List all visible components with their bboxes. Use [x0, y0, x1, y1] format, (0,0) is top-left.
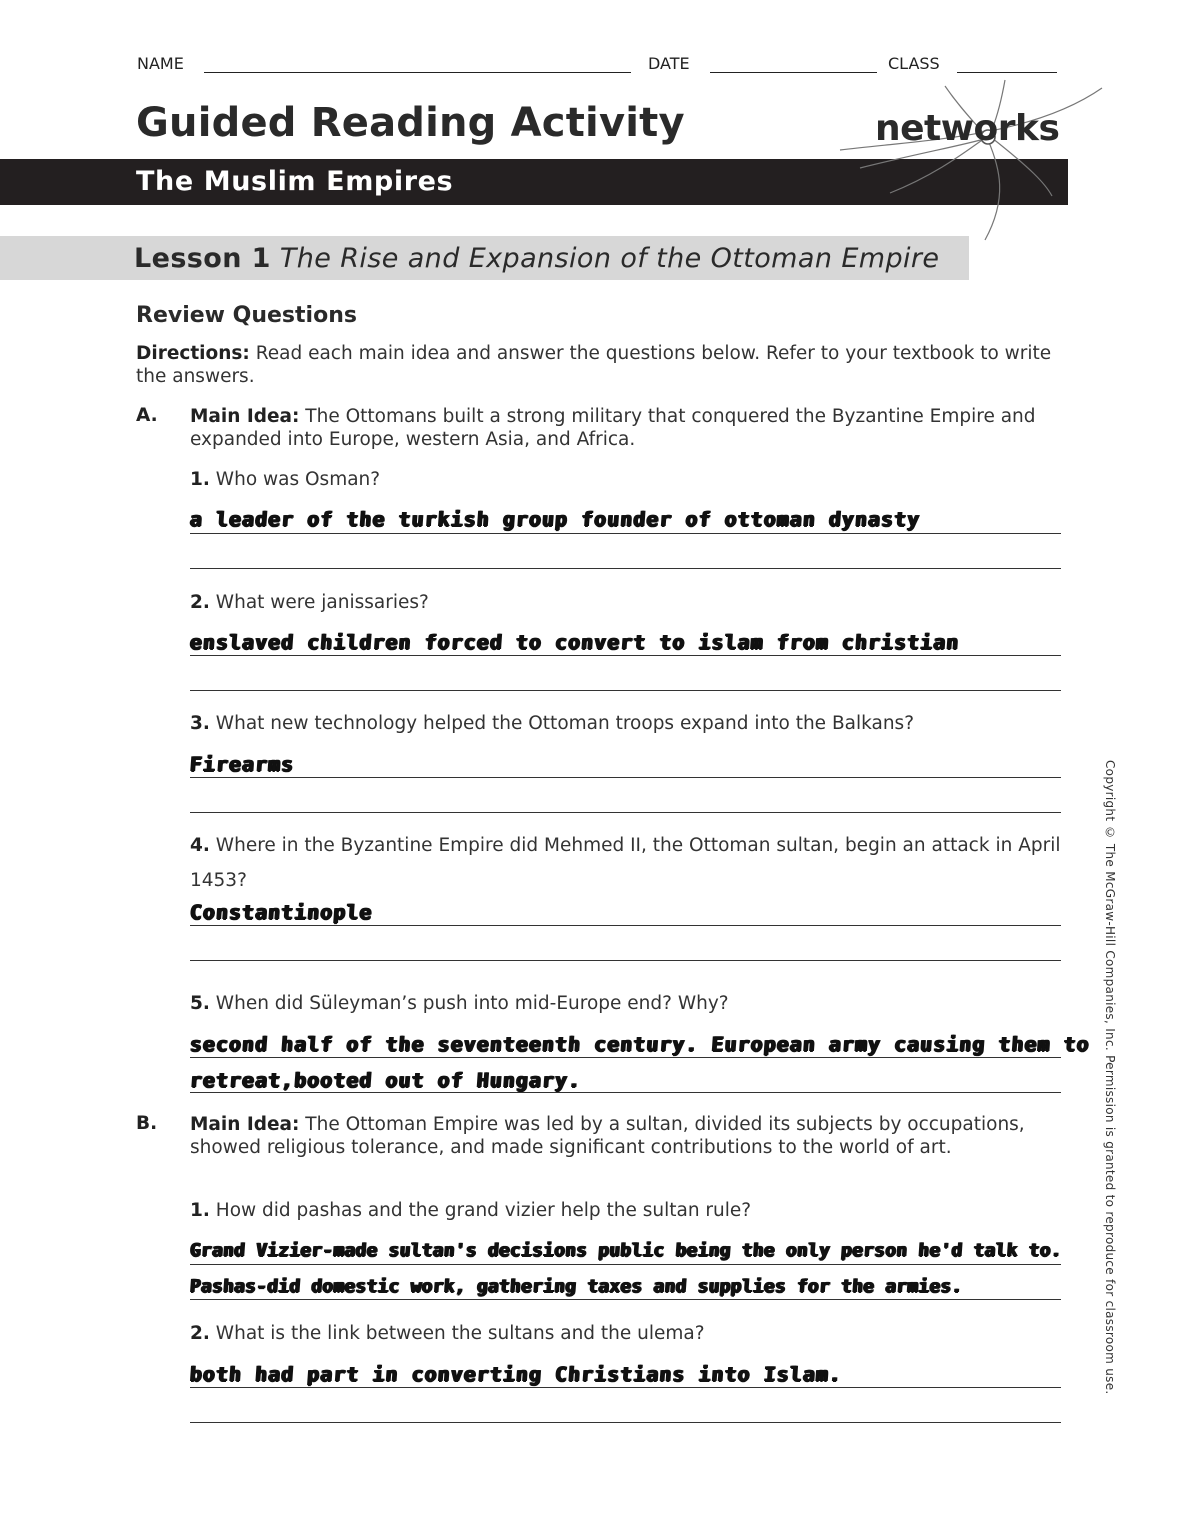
lesson-label: Lesson 1 [134, 243, 271, 274]
answer-line [190, 1422, 1061, 1423]
question-a4 [190, 828, 1070, 898]
answer-a2-line1[interactable]: enslaved children forced to convert to islam from christian [189, 630, 961, 654]
copyright-notice: Copyright © The McGraw-Hill Companies, Inc. Permission is granted to reproduce for classroom use. [1103, 760, 1117, 1395]
name-label: NAME [137, 54, 184, 73]
answer-b1-line1[interactable]: Grand Vizier-made sultan's decisions public being the only person he'd talk to. [189, 1240, 1063, 1261]
question-b1 [190, 1193, 751, 1228]
question-text: Where in the Byzantine Empire did Mehmed II, the Ottoman sultan, begin an attack in April 1453? [190, 835, 1061, 891]
answer-line [190, 812, 1061, 813]
answer-line [190, 925, 1061, 926]
question-text: When did Süleyman’s push into mid-Europe end? Why? [215, 993, 729, 1014]
main-idea-label: Main Idea: [190, 406, 300, 427]
lesson-heading [134, 243, 939, 274]
question-number: 4. [190, 835, 210, 856]
answer-b1-line2[interactable]: Pashas-did domestic work, gathering taxes and supplies for the armies. [189, 1276, 964, 1297]
date-field[interactable] [710, 72, 877, 73]
answer-line [190, 1299, 1061, 1300]
answer-line [190, 690, 1061, 691]
question-text: How did pashas and the grand vizier help the sultan rule? [215, 1200, 752, 1221]
question-number: 1. [190, 469, 210, 490]
section-title: The Muslim Empires [136, 166, 454, 197]
name-field[interactable] [204, 72, 631, 73]
main-idea-text: The Ottomans built a strong military that conquered the Byzantine Empire and expanded into Europe, western Asia, and Africa. [190, 406, 1036, 450]
answer-line [190, 533, 1061, 534]
answer-a1-line1[interactable]: a leader of the turkish group founder of ottoman dynasty [189, 507, 922, 531]
answer-b2-line1[interactable]: both had part in converting Christians into Islam. [189, 1362, 843, 1386]
answer-line [190, 568, 1061, 569]
section-a-letter: A. [136, 405, 158, 426]
answer-a4-line1[interactable]: Constantinople [189, 900, 374, 924]
question-text: What new technology helped the Ottoman troops expand into the Balkans? [215, 713, 915, 734]
answer-a5-line2[interactable]: retreat,booted out of Hungary. [189, 1068, 583, 1092]
main-idea-label: Main Idea: [190, 1114, 300, 1135]
networks-logo-swirl [830, 78, 1120, 248]
question-a3 [190, 706, 914, 741]
section-b-letter: B. [136, 1113, 158, 1134]
brand-logo: networks [875, 108, 1060, 149]
question-a2 [190, 585, 429, 620]
class-label: CLASS [888, 54, 940, 73]
directions-text: Read each main idea and answer the questions below. Refer to your textbook to write the answers. [136, 343, 1052, 387]
question-number: 2. [190, 1323, 210, 1344]
question-number: 1. [190, 1200, 210, 1221]
answer-line [190, 1264, 1061, 1265]
question-number: 3. [190, 713, 210, 734]
question-text: What were janissaries? [215, 592, 429, 613]
question-text: Who was Osman? [215, 469, 381, 490]
section-a-main-idea [190, 405, 1070, 451]
directions-label: Directions: [136, 343, 250, 364]
question-number: 5. [190, 993, 210, 1014]
question-text: What is the link between the sultans and the ulema? [215, 1323, 705, 1344]
question-number: 2. [190, 592, 210, 613]
review-questions-heading: Review Questions [136, 303, 357, 328]
answer-line [190, 777, 1061, 778]
class-field[interactable] [957, 72, 1057, 73]
directions [136, 342, 1056, 388]
lesson-title: The Rise and Expansion of the Ottoman Empire [279, 243, 940, 274]
answer-line [190, 1057, 1061, 1058]
main-idea-text: The Ottoman Empire was led by a sultan, divided its subjects by occupations, showed religious tolerance, and made significant contributions to the world of art. [190, 1114, 1025, 1158]
question-a1 [190, 462, 380, 497]
answer-line [190, 1387, 1061, 1388]
question-a5 [190, 986, 729, 1021]
answer-line [190, 655, 1061, 656]
date-label: DATE [648, 54, 690, 73]
question-b2 [190, 1316, 705, 1351]
answer-line [190, 1092, 1061, 1093]
page-title: Guided Reading Activity [136, 100, 685, 146]
section-b-main-idea [190, 1113, 1060, 1159]
answer-a5-line1[interactable]: second half of the seventeenth century. European army causing them to [189, 1032, 1091, 1056]
answer-line [190, 960, 1061, 961]
answer-a3-line1[interactable]: Firearms [189, 752, 296, 776]
